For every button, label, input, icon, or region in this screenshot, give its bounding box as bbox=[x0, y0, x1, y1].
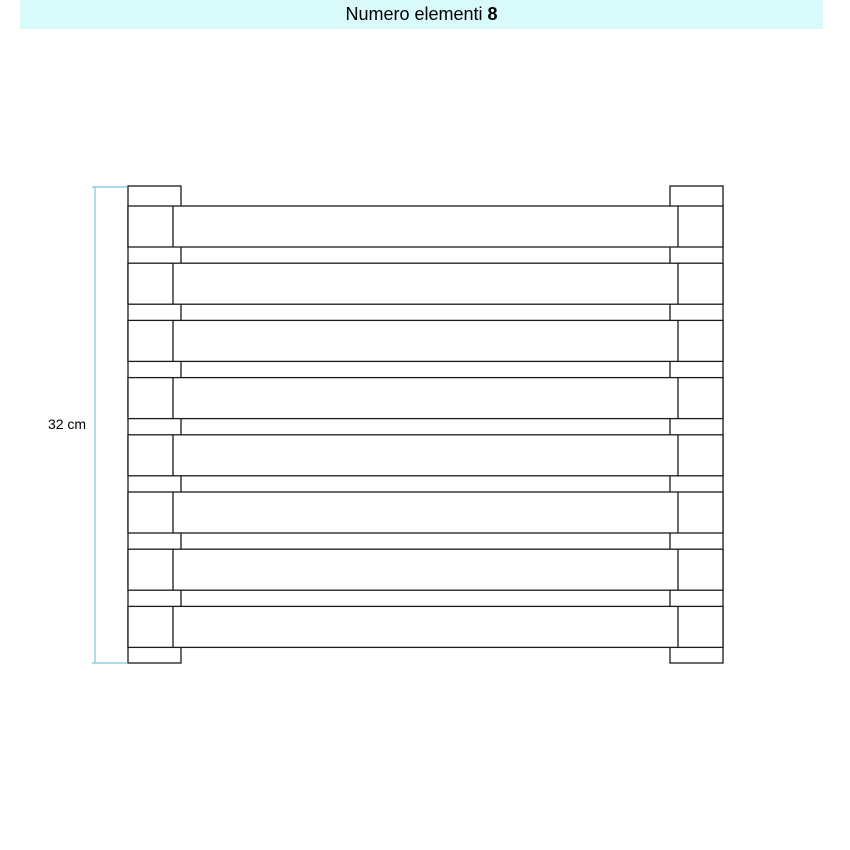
element-count: 8 bbox=[487, 4, 498, 24]
dimension-label: 32 cm bbox=[47, 416, 87, 432]
radiator-element bbox=[128, 435, 723, 476]
radiator-element bbox=[128, 549, 723, 590]
radiator-element bbox=[128, 206, 723, 247]
radiator-element bbox=[128, 263, 723, 304]
radiator bbox=[128, 186, 723, 663]
radiator-element bbox=[128, 606, 723, 647]
radiator-element bbox=[128, 492, 723, 533]
radiator-element bbox=[128, 320, 723, 361]
right-collector bbox=[670, 186, 723, 663]
header-label: Numero elementi bbox=[345, 4, 483, 24]
radiator-element bbox=[128, 378, 723, 419]
height-dimension bbox=[48, 187, 127, 663]
left-collector bbox=[128, 186, 181, 663]
